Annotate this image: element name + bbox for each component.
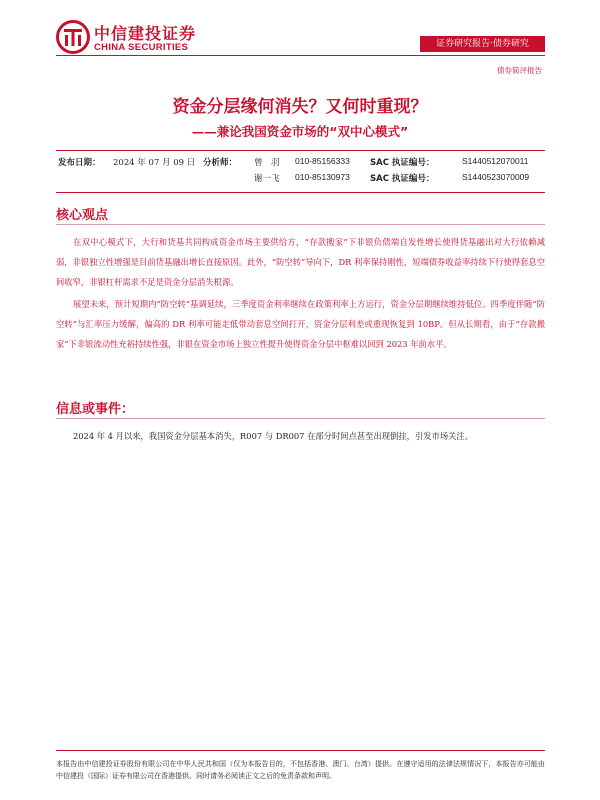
footer-divider: [56, 750, 545, 751]
analyst-phone: 010-85156333: [295, 156, 350, 166]
header-divider: [56, 55, 545, 56]
document-type-label: 债券简评报告: [497, 66, 542, 75]
brand-name-en: CHINA SECURITIES: [94, 42, 189, 53]
analyst-name: 曾 羽: [254, 158, 280, 168]
report-title: 资金分层缘何消失？又何时重现？: [172, 97, 428, 117]
section-divider: [56, 418, 545, 419]
publish-date-label: 发布日期：: [58, 158, 101, 168]
company-logo: [56, 20, 206, 60]
core-paragraph: 在双中心模式下，大行和货基共同构成资金市场主要供给方，“存款搬家”下非银负债端自发性增长使得货基融出对大行依赖减弱，非银独立性增强是目前货基融出增长直接原因。此外，“防空转”导向下，DR 利率保持刚性，短端债券收益率持续下行使得套息空间收窄，非银杠杆需求不足是资金分层消失根源。: [56, 237, 545, 287]
meta-top-rule: [56, 150, 545, 151]
footer-disclaimer: 本报告由中信建投证券股份有限公司在中华人民共和国（仅为本报告目的，不包括香港、澳门、台湾）提供。在遵守适用的法律法规情况下，本报告亦可能由中信建投（国际）证券有限公司在香港提供。同时请务必阅读正文之后的免责条款和声明。: [56, 760, 545, 780]
event-paragraph: 2024 年 4 月以来，我国资金分层基本消失，R007 与 DR007 在部分时间点甚至出现倒挂，引发市场关注。: [73, 431, 474, 441]
meta-bottom-rule: [56, 192, 545, 193]
section-title-event: 信息或事件：: [56, 402, 135, 417]
logo-mark-icon: [56, 20, 90, 54]
section-title-core: 核心观点: [56, 208, 109, 223]
publish-date-value: 2024 年 07 月 09 日: [113, 158, 196, 168]
sac-number: S1440512070011: [462, 156, 529, 166]
analyst-name: 谢一飞: [254, 174, 280, 184]
sac-number: S1440523070009: [462, 172, 530, 182]
report-category-tag: 证券研究报告·债券研究: [420, 36, 545, 52]
report-subtitle: ——兼论我国资金市场的“双中心模式”: [191, 124, 409, 139]
brand-name-cn: 中信建投证券: [94, 24, 197, 43]
section-divider: [56, 224, 545, 225]
sac-label: SAC 执证编号：: [370, 158, 435, 168]
analyst-label: 分析师：: [203, 158, 238, 168]
sac-label: SAC 执证编号：: [370, 174, 435, 184]
analyst-phone: 010-85130973: [295, 172, 350, 182]
core-paragraph: 展望未来，预计短期内“防空转”基调延续，三季度资金利率继续在政策利率上方运行，资金分层期继续维持低位。四季度伴随“防空转”与汇率压力缓解，偏高的 DR 利率可能走低带动套息空间打开，资金分层利差或重现恢复到 10BP。但从长期看，由于“存款搬家”下非银流动性充裕持续性强，非银在资金市场上独立性提升使得资金分层中枢难以回到 2023 年前水平。: [56, 299, 545, 349]
